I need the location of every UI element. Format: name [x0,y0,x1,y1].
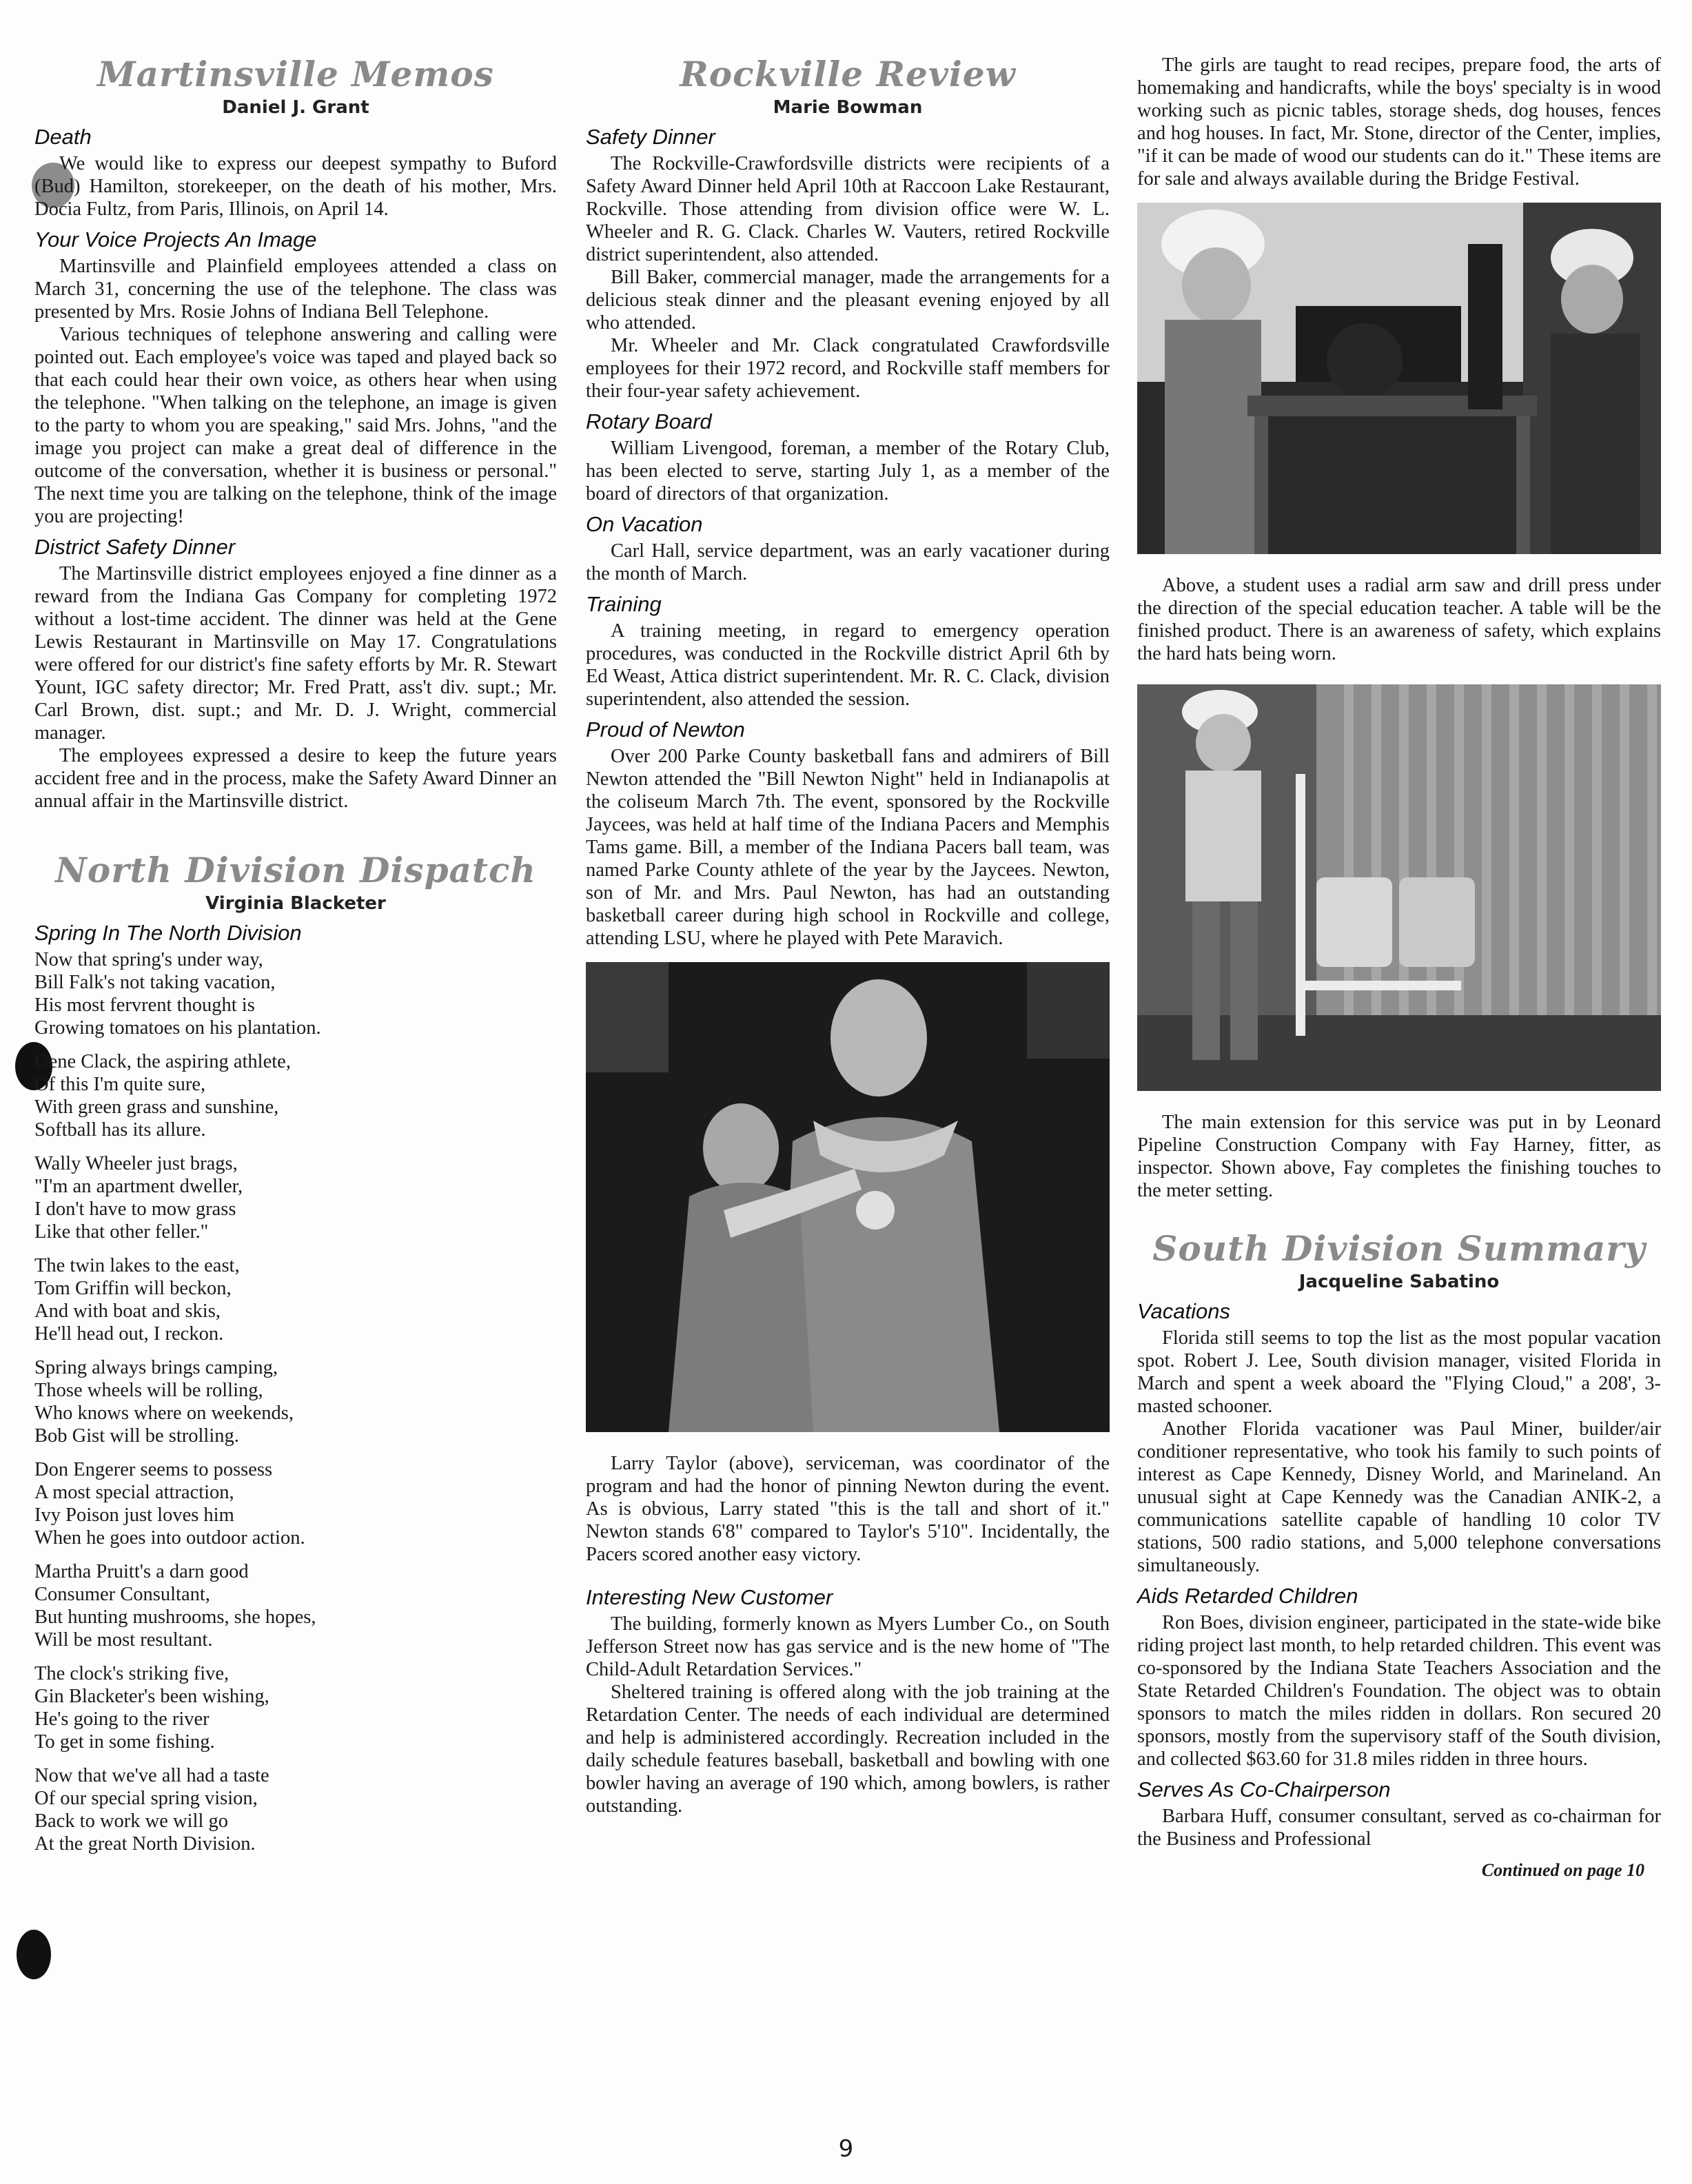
poem-stanza [34,948,557,1039]
subhead: District Safety Dinner [34,535,236,559]
paragraph: Ron Boes, division engineer, participated in the state-wide bike riding project last month, to help retarded children. This event was co-sponsored by the Indiana State Teachers Association and the State Retarded Children's Foundation. The object was to obtain sponsors to match the miles ridden in dollars. Ron secured 20 sponsors, mostly from the supervisory staff of the South division, and collected $63.60 for 31.8 miles ridden in three hours. [1137,1611,1661,1770]
poem-line: But hunting mushrooms, she hopes, [34,1606,316,1628]
paragraph: Mr. Wheeler and Mr. Clack congratulated Crawfordsville employees for their 1972 record, and Rockville staff members for their four-year safety achievement. [586,335,1110,402]
poem-line: And with boat and skis, [34,1300,221,1322]
poem-line: The clock's striking five, [34,1663,230,1684]
poem [34,948,557,1855]
subhead: Interesting New Customer [586,1585,833,1609]
paragraph: The girls are taught to read recipes, prepare food, the arts of homemaking and handicrafts, while the boys' specialty is in wood working such as picnic tables, storage sheds, dog houses, fences and hog houses. In fact, Mr. Stone, director of the Center, implies, "if it can be made of wood our students can do it." These items are for sale and always available during the Bridge Festival. [1137,54,1661,190]
paragraph: Carl Hall, service department, was an early vacationer during the month of March. [586,540,1110,584]
paragraph: Over 200 Parke County basketball fans and admirers of Bill Newton attended the "Bill Newton Night" held in Indianapolis at the coliseum March 7th. The event, sponsored by the Rockville Jaycees, was held at half time of the Indiana Pacers and Memphis Tams game. Bill, a member of the Indiana Pacers ball team, was named Parke County athlete of the year by the Jaycees. Newton, son of Mr. and Mrs. Paul Newton, has had an outstanding basketball career during high school in Rockville and college, attending LSU, where he played with Pete Maravich. [586,746,1110,949]
section-title-martinsville-memos: Martinsville Memos [97,54,494,94]
poem-line: Those wheels will be rolling, [34,1380,263,1401]
poem-line: "I'm an apartment dweller, [34,1176,243,1197]
byline: Virginia Blacketer [205,893,386,914]
paragraph: Various techniques of telephone answering and calling were pointed out. Each employee's voice was taped and played back so that each could hear their own voice, as others hear when using the telephone. "When talking on the telephone, an image is given to the party to whom you are speaking," said Mrs. Johns, "and the image you project can make a great deal of difference in the outcome of the conversation, whether it is business or personal." The next time you are talking on the telephone, think of the image you are projecting! [34,324,557,527]
poem-line: I don't have to mow grass [34,1198,236,1220]
poem-line: Of our special spring vision, [34,1788,258,1809]
paragraph: The Martinsville district employees enjoyed a fine dinner as a reward from the Indiana Gas Company for completing 1972 without a lost-time accident. The dinner was held at the Gene Lewis Restaurant in Martinsville on May 17. Congratulations were offered for our district's fine safety efforts by Mr. R. Stewart Yount, IGC safety director; Mr. Fred Pratt, ass't div. supt.; Mr. Carl Brown, dist. supt.; and Mr. D. J. Wright, commercial manager. [34,563,557,744]
poem-stanza [34,1764,557,1855]
poem-line: Don Engerer seems to possess [34,1459,273,1480]
poem-line: Softball has its allure. [34,1119,206,1141]
poem-line: Will be most resultant. [34,1629,213,1651]
poem-stanza [34,1458,557,1549]
subhead: Safety Dinner [586,125,715,149]
poem-line: Growing tomatoes on his plantation. [34,1017,321,1039]
poem-line: To get in some fishing. [34,1731,215,1753]
subhead: Training [586,592,662,616]
poem-stanza [34,1152,557,1243]
poem-line: His most fervrent thought is [34,994,255,1016]
photo-taylor-newton-image [586,962,1110,1432]
subhead: Proud of Newton [586,717,745,742]
poem-line: He's going to the river [34,1708,210,1730]
photo-caption: The main extension for this service was put in by Leonard Pipeline Construction Company with Fay Harney, fitter, as inspector. Shown above, Fay completes the finishing touches to the meter setting. [1137,1111,1661,1201]
byline: Jacqueline Sabatino [1298,1271,1500,1292]
paragraph: We would like to express our deepest sympathy to Buford (Bud) Hamilton, storekeeper, on the death of his mother, Mrs. Docia Fultz, from Paris, Illinois, on April 14. [34,153,557,220]
paragraph: The building, formerly known as Myers Lumber Co., on South Jefferson Street now has gas service and is the new home of "The Child-Adult Retardation Services." [586,1613,1110,1680]
paragraph: The employees expressed a desire to keep the future years accident free and in the process, make the Safety Award Dinner an annual affair in the Martinsville district. [34,745,557,812]
poem-stanza [34,1356,557,1447]
poem-line: Now that spring's under way, [34,949,263,970]
subhead: On Vacation [586,512,703,536]
photo-radial-arm-saw [1137,203,1661,554]
column-middle [586,41,1110,1817]
paragraph: Florida still seems to top the list as the most popular vacation spot. Robert J. Lee, South division manager, visited Florida in March and spent a week aboard the "Flying Cloud," a 208', 3-masted schooner. [1137,1327,1661,1417]
poem-line: Spring always brings camping, [34,1357,278,1378]
poem-line: A most special attraction, [34,1482,234,1503]
subhead: Death [34,125,92,149]
column-left [34,41,557,1866]
poem-stanza [34,1662,557,1753]
poem-line: When he goes into outdoor action. [34,1527,305,1549]
paragraph: Another Florida vacationer was Paul Miner, builder/air conditioner representative, who took his family to such points of interest as Cape Kennedy, Disney World, and Marineland. An unusual sight at Cape Kennedy was the Canadian ANIK-2, a communications satellite capable of handling 10 color TV stations, 500 radio stations, and 5,000 telephone conversations simultaneously. [1137,1418,1661,1576]
subhead: Vacations [1137,1298,1230,1323]
byline: Daniel J. Grant [222,97,369,118]
page-number: 9 [838,2135,854,2163]
poem-line: Bob Gist will be strolling. [34,1425,239,1447]
byline: Marie Bowman [773,97,923,118]
poem-line: Gin Blacketer's been wishing, [34,1686,269,1707]
poem-stanza [34,1560,557,1651]
poem-line: Bill Falk's not taking vacation, [34,972,276,993]
paragraph: The Rockville-Crawfordsville districts were recipients of a Safety Award Dinner held April 10th at Raccoon Lake Restaurant, Rockville. Those attending from division office were W. L. Wheeler and R. G. Clack. Charles W. Vauters, retired Rockville district superintendent, also attended. [586,153,1110,265]
section-title-south-division-summary: South Division Summary [1152,1227,1646,1269]
photo-meter-setting-image [1137,684,1661,1091]
poem-line: At the great North Division. [34,1833,256,1855]
punch-hole-bottom [17,1930,51,1979]
subhead: Serves As Co-Chairperson [1137,1777,1391,1802]
poem-stanza [34,1050,557,1141]
poem-line: Like that other feller." [34,1221,209,1243]
poem-line: The twin lakes to the east, [34,1255,240,1276]
continued-notice: Continued on page 10 [1481,1859,1644,1880]
paragraph: Bill Baker, commercial manager, made the arrangements for a delicious steak dinner and the pleasant evening enjoyed by all who attended. [586,267,1110,334]
paragraph: William Livengood, foreman, a member of the Rotary Club, has been elected to serve, starting July 1, as a member of the board of directors of that organization. [586,438,1110,504]
poem-line: Back to work we will go [34,1810,228,1832]
column-right [1137,54,1661,1881]
subhead: Spring In The North Division [34,921,302,945]
poem-line: Wally Wheeler just brags, [34,1153,238,1174]
poem-line: Ivy Poison just loves him [34,1504,234,1526]
section-title-north-division-dispatch: North Division Dispatch [55,850,536,890]
poem-line: He'll head out, I reckon. [34,1323,224,1345]
subhead: Your Voice Projects An Image [34,227,317,252]
poem-stanza [34,1254,557,1345]
paragraph: A training meeting, in regard to emergency operation procedures, was conducted in the Rockville district April 6th by Ed Weast, Attica district superintendent. Mr. R. C. Clack, division superintendent, also attended the session. [586,620,1110,710]
poem-line: With green grass and sunshine, [34,1096,279,1118]
section-title-rockville-review: Rockville Review [680,54,1016,94]
photo-meter-setting [1137,684,1661,1091]
paragraph: Sheltered training is offered along with the job training at the Retardation Center. The needs of each individual are determined and help is administered accordingly. Recreation included in the daily schedule features baseball, basketball and bowling with one bowler having an average of 190 which, among bowlers, is rather outstanding. [586,1682,1110,1817]
subhead: Aids Retarded Children [1137,1583,1358,1608]
photo-taylor-newton [586,962,1110,1432]
poem-line: Consumer Consultant, [34,1584,210,1605]
photo-caption: Above, a student uses a radial arm saw and drill press under the direction of the special education teacher. A table will be the finished product. There is an awareness of safety, which explains the hard hats being worn. [1137,574,1661,664]
photo-radial-arm-saw-image [1137,203,1661,554]
poem-line: Martha Pruitt's a darn good [34,1561,249,1582]
poem-line: Now that we've all had a taste [34,1765,269,1786]
poem-line: Tom Griffin will beckon, [34,1278,232,1299]
photo-caption: Larry Taylor (above), serviceman, was coordinator of the program and had the honor of pinning Newton during the event. As is obvious, Larry stated "this is the tall and short of it." Newton stands 6'8" compared to Taylor's 5'10". Incidentally, the Pacers scored another easy victory. [586,1452,1110,1565]
paragraph: Martinsville and Plainfield employees attended a class on March 31, concerning the use of the telephone. The class was presented by Mrs. Rosie Johns of Indiana Bell Telephone. [34,256,557,323]
poem-line: Gene Clack, the aspiring athlete, [34,1051,291,1072]
subhead: Rotary Board [586,409,712,433]
poem-line: Of this I'm quite sure, [34,1074,206,1095]
paragraph: Barbara Huff, consumer consultant, served as co-chairman for the Business and Professional [1137,1805,1661,1850]
poem-line: Who knows where on weekends, [34,1402,294,1424]
